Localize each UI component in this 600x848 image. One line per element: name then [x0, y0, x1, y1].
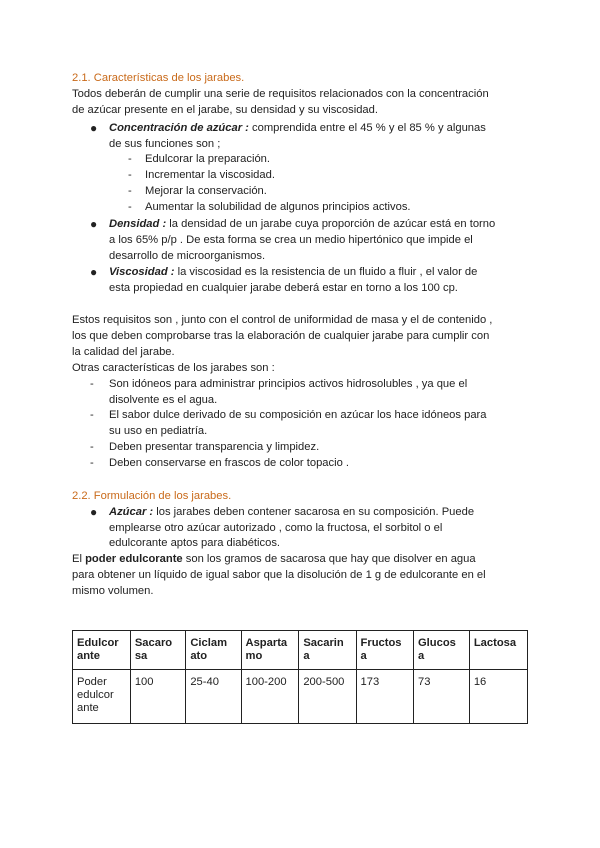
- paragraph-line: para obtener un líquido de igual sabor que la disolución de 1 g de edulcorante en el: [72, 569, 486, 581]
- paragraph-line: la calidad del jarabe.: [72, 346, 175, 358]
- dash-icon: -: [90, 457, 94, 469]
- bullet-icon: ●: [90, 265, 98, 279]
- bullet-text: a los 65% p/p . De esta forma se crea un medio hipertónico que impide el: [109, 234, 473, 246]
- dash-icon: -: [90, 378, 94, 390]
- intro-line: Todos deberán de cumplir una serie de requisitos relacionados con la concentración: [72, 88, 489, 100]
- bullet-text: desarrollo de microorganismos.: [109, 250, 266, 262]
- table-cell: 200-500: [299, 670, 356, 724]
- header-cell: Glucos a: [413, 631, 469, 670]
- bullet-concentracion: [109, 121, 486, 136]
- bullet-text: la viscosidad es la resistencia de un fluido a fluir , el valor de: [174, 266, 478, 278]
- bullet-densidad: [109, 217, 495, 232]
- header-cell: Ciclam ato: [186, 631, 241, 670]
- intro-line: de azúcar presente en el jarabe, su densidad y su viscosidad.: [72, 104, 378, 116]
- bullet-icon: ●: [90, 505, 98, 519]
- table-cell: Poder edulcor ante: [73, 670, 131, 724]
- text: son los gramos de sacarosa que hay que disolver en agua: [182, 553, 476, 565]
- header-cell: Asparta mo: [241, 631, 299, 670]
- list-item: su uso en pediatría.: [109, 425, 208, 437]
- table-cell: 73: [413, 670, 469, 724]
- dash-icon: -: [128, 185, 132, 197]
- dash-icon: -: [128, 201, 132, 213]
- bullet-text: comprendida entre el 45 % y el 85 % y algunas: [248, 122, 486, 134]
- section-2-heading: 2.2. Formulación de los jarabes.: [72, 490, 232, 502]
- dash-icon: -: [90, 409, 94, 421]
- bullet-label: Concentración de azúcar :: [109, 122, 249, 134]
- header-cell: Sacarin a: [299, 631, 356, 670]
- table-cell: 100-200: [241, 670, 299, 724]
- bullet-text: los jarabes deben contener sacarosa en su composición. Puede: [153, 506, 475, 518]
- header-cell: Lactosa: [469, 631, 527, 670]
- paragraph-line: mismo volumen.: [72, 585, 154, 597]
- sweetener-table: [72, 630, 528, 724]
- paragraph-line: los que deben comprobarse tras la elaboración de cualquier jarabe para cumplir con: [72, 330, 490, 342]
- list-item: Deben presentar transparencia y limpidez.: [109, 441, 320, 453]
- bullet-label: Viscosidad :: [109, 266, 175, 278]
- paragraph-line: Otras características de los jarabes son :: [72, 362, 275, 374]
- bullet-text: emplearse otro azúcar autorizado , como la fructosa, el sorbitol o el: [109, 522, 443, 534]
- list-item: El sabor dulce derivado de su composición en azúcar los hace idóneos para: [109, 409, 487, 421]
- header-cell: Sacaro sa: [130, 631, 186, 670]
- sub-item: Mejorar la conservación.: [145, 185, 267, 197]
- section-1-heading: 2.1. Características de los jarabes.: [72, 72, 245, 84]
- table-cell: 25-40: [186, 670, 241, 724]
- paragraph-line: Estos requisitos son , junto con el control de uniformidad de masa y el de contenido ,: [72, 314, 493, 326]
- paragraph-line: [72, 552, 476, 567]
- dash-icon: -: [128, 169, 132, 181]
- table-cell: 173: [356, 670, 413, 724]
- table-cell: 16: [469, 670, 527, 724]
- bullet-text: de sus funciones son ;: [109, 138, 221, 150]
- bullet-label: Densidad :: [109, 218, 167, 230]
- header-cell: Fructos a: [356, 631, 413, 670]
- dash-icon: -: [90, 441, 94, 453]
- sub-item: Aumentar la solubilidad de algunos principios activos.: [145, 201, 411, 213]
- table-cell: 100: [130, 670, 186, 724]
- sub-item: Incrementar la viscosidad.: [145, 169, 275, 181]
- table-row: [73, 670, 528, 724]
- text: El: [72, 553, 86, 565]
- sub-item: Edulcorar la preparación.: [145, 153, 270, 165]
- bullet-text: la densidad de un jarabe cuya proporción de azúcar está en torno: [166, 218, 496, 230]
- header-cell: Edulcor ante: [73, 631, 131, 670]
- list-item: disolvente es el agua.: [109, 394, 218, 406]
- bullet-azucar: [109, 505, 474, 520]
- dash-icon: -: [128, 153, 132, 165]
- bullet-viscosidad: [109, 265, 477, 280]
- bold-term: poder edulcorante: [85, 553, 183, 565]
- bullet-label: Azúcar :: [109, 506, 154, 518]
- list-item: Deben conservarse en frascos de color topacio .: [109, 457, 350, 469]
- bullet-icon: ●: [90, 217, 98, 231]
- bullet-icon: ●: [90, 121, 98, 135]
- bullet-text: esta propiedad en cualquier jarabe deberá estar en torno a los 100 cp.: [109, 282, 458, 294]
- table-header-row: [73, 631, 528, 670]
- bullet-text: edulcorante aptos para diabéticos.: [109, 537, 281, 549]
- list-item: Son idóneos para administrar principios activos hidrosolubles , ya que el: [109, 378, 468, 390]
